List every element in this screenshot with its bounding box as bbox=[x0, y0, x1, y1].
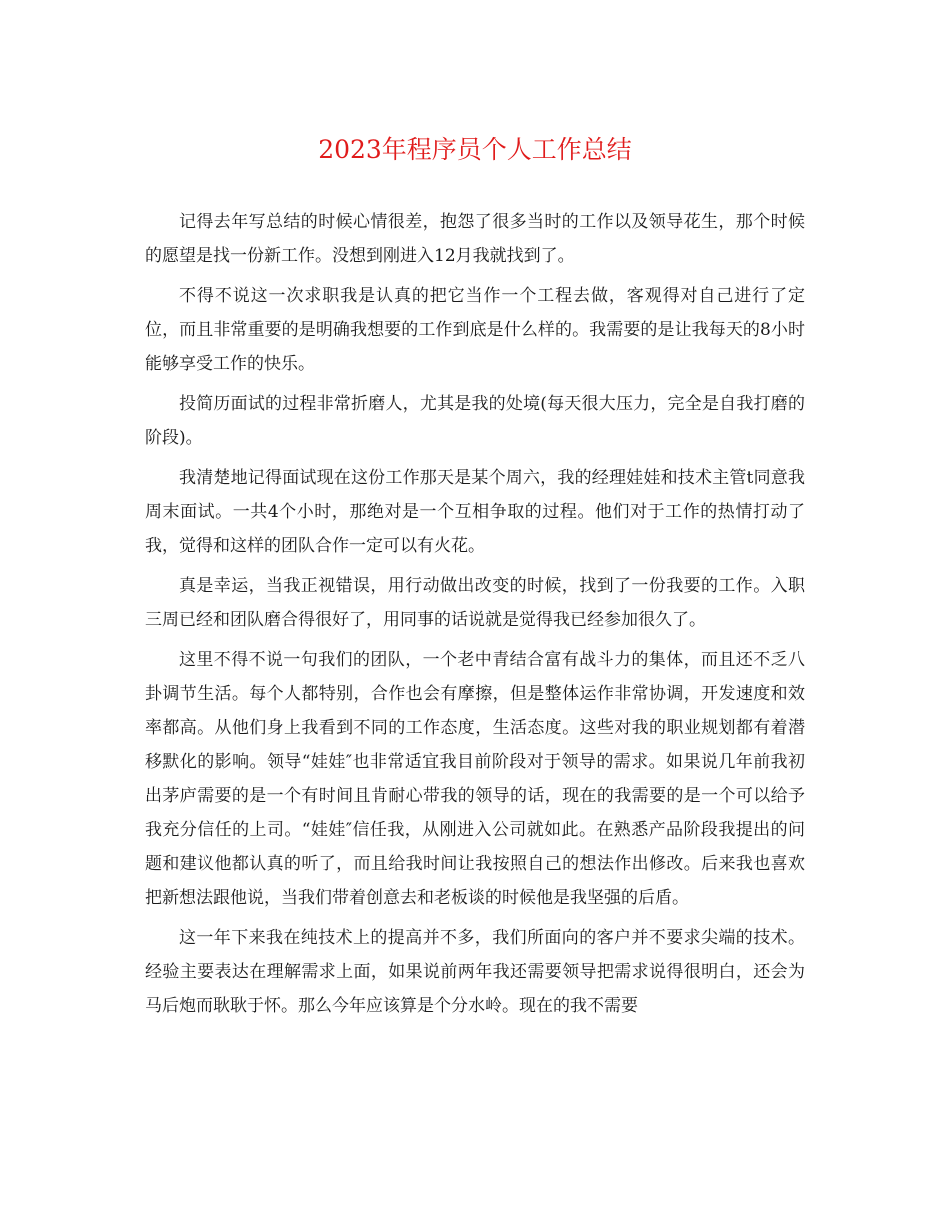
paragraph-7: 这一年下来我在纯技术上的提高并不多，我们所面向的客户并不要求尖端的技术。经验主要表达在理解需求上面，如果说前两年我还需要领导把需求说得很明白，还会为马后炮而耿耿于怀。那么今年应该算是个分水岭。现在的我不需要 bbox=[145, 928, 805, 1016]
document-title: 2023年程序员个人工作总结 bbox=[318, 135, 632, 164]
document-body bbox=[145, 205, 805, 1029]
paragraph-5: 真是幸运，当我正视错误，用行动做出改变的时候，找到了一份我要的工作。入职三周已经和团队磨合得很好了，用同事的话说就是觉得我已经参加很久了。 bbox=[145, 576, 805, 630]
paragraph-3: 投简历面试的过程非常折磨人，尤其是我的处境(每天很大压力，完全是自我打磨的阶段)。 bbox=[145, 394, 805, 448]
paragraph-6: 这里不得不说一句我们的团队，一个老中青结合富有战斗力的集体，而且还不乏八卦调节生活。每个人都特别，合作也会有摩擦，但是整体运作非常协调，开发速度和效率都高。从他们身上我看到不同的工作态度，生活态度。这些对我的职业规划都有着潜移默化的影响。领导“娃娃″也非常适宜我目前阶段对于领导的需求。如果说几年前我初出茅庐需要的是一个有时间且肯耐心带我的领导的话，现在的我需要的是一个可以给予我充分信任的上司。“娃娃″信任我，从刚进入公司就如此。在熟悉产品阶段我提出的问题和建议他都认真的听了，而且给我时间让我按照自己的想法作出修改。后来我也喜欢把新想法跟他说，当我们带着创意去和老板谈的时候他是我坚强的后盾。 bbox=[145, 650, 805, 908]
paragraph-1: 记得去年写总结的时候心情很差，抱怨了很多当时的工作以及领导花生，那个时候的愿望是找一份新工作。没想到刚进入12月我就找到了。 bbox=[145, 212, 805, 266]
paragraph-4: 我清楚地记得面试现在这份工作那天是某个周六，我的经理娃娃和技术主管t同意我周末面试。一共4个小时，那绝对是一个互相争取的过程。他们对于工作的热情打动了我，觉得和这样的团队合作一定可以有火花。 bbox=[145, 468, 805, 556]
paragraph-2: 不得不说这一次求职我是认真的把它当作一个工程去做，客观得对自己进行了定位，而且非常重要的是明确我想要的工作到底是什么样的。我需要的是让我每天的8小时能够享受工作的快乐。 bbox=[145, 286, 805, 374]
